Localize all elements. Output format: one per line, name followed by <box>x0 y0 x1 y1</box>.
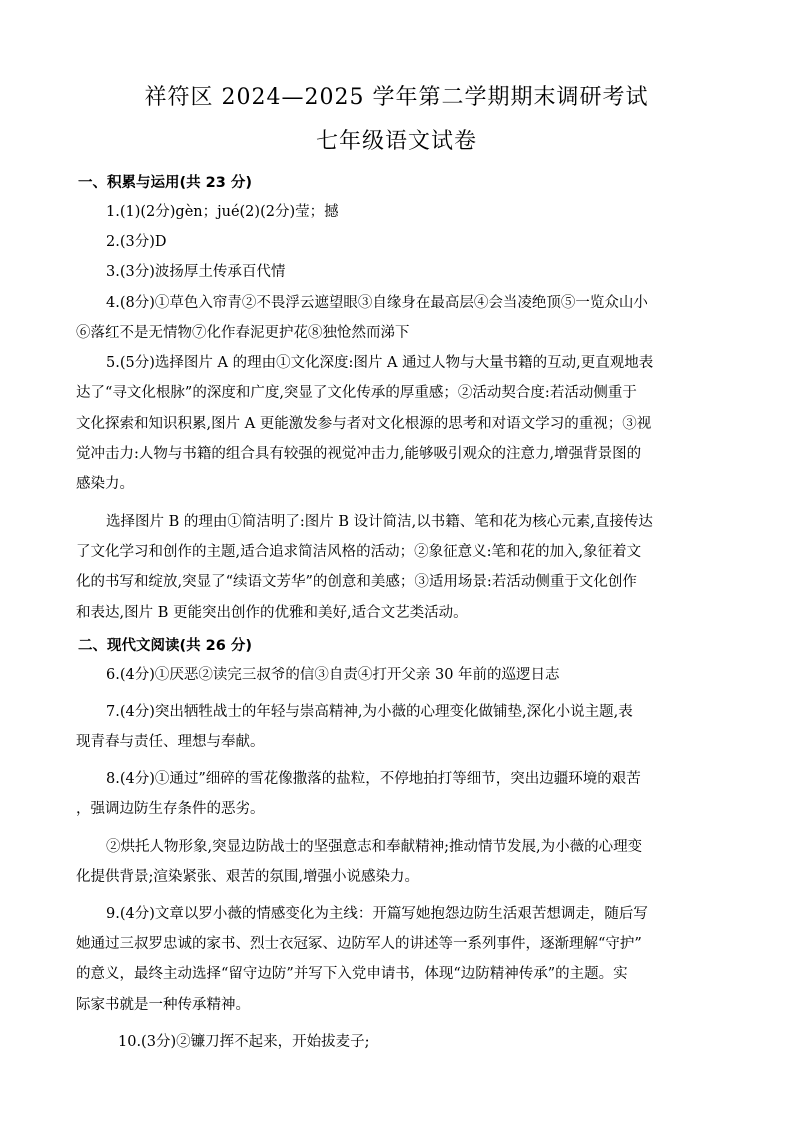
section-heading-2: 二、现代文阅读(共 26 分) <box>78 638 253 654</box>
answer-line-q7-cont: 现青春与责任、理想与奉献。 <box>76 734 265 750</box>
answer-line-q8: 8.(4分)①通过”细碎的雪花像撒落的盐粒，不停地拍打等细节，突出边疆环境的艰苦 <box>106 771 641 787</box>
answer-line-q8-b-cont: 化提供背景;渲染紧张、艰苦的氛围,增强小说感染力。 <box>76 869 419 885</box>
answer-line-q5-cont: 觉冲击力:人物与书籍的组合具有较强的视觉冲击力,能够吸引观众的注意力,增强背景图的 <box>76 446 642 462</box>
answer-text: 1.(1)(2分)gèn；jué(2)(2分)莹；撼 <box>106 204 339 220</box>
answer-line-q5-b-cont: 了文化学习和创作的主题,适合追求简洁风格的活动；②象征意义:笔和花的加入,象征着文 <box>76 544 642 560</box>
answer-line-q8-b: ②烘托人物形象,突显边防战士的坚强意志和奉献精神;推动情节发展,为小薇的心理变 <box>106 839 643 855</box>
answer-line-q7: 7.(4分)突出牺牲战士的年轻与崇高精神,为小薇的心理变化做铺垫,深化小说主题,表 <box>106 704 633 720</box>
answer-line-q5-b-cont: 化的书写和绽放,突显了“续语文芳华”的创意和美感；③适用场景:若活动侧重于文化创作 <box>76 574 637 590</box>
answer-line-q5: 5.(5分)选择图片 A 的理由①文化深度:图片 A 通过人物与大量书籍的互动,更直观地表 <box>106 355 654 371</box>
answer-line-q10: 10.(3分)②镰刀挥不起来，开始拔麦子; <box>118 1034 370 1050</box>
answer-line-q9-cont: 她通过三叔罗忠诚的家书、烈士衣冠冢、边防军人的讲述等一系列事件，逐渐理解“守护” <box>76 936 642 952</box>
answer-line-q3: 3.(3分)波扬厚土传承百代情 <box>106 264 286 280</box>
section-heading-1: 一、积累与运用(共 23 分) <box>78 175 253 191</box>
answer-line-q5-b: 选择图片 B 的理由①简洁明了:图片 B 设计简洁,以书籍、笔和花为核心元素,直接传达 <box>106 514 653 530</box>
answer-line-q1 <box>106 203 756 221</box>
answer-line-q8-cont: ，强调边防生存条件的恶劣。 <box>76 801 265 817</box>
answer-line-q9-cont: 际家书就是一种传承精神。 <box>76 997 250 1013</box>
answer-line-q6: 6.(4分)①厌恶②读完三叔爷的信③自责④打开父亲 30 年前的巡逻日志 <box>106 667 560 683</box>
answer-line-q5-cont: 感染力。 <box>76 476 134 492</box>
answer-line-q9-cont: 的意义，最终主动选择“留守边防”并写下入党申请书，体现“边防精神传承”的主题。实 <box>76 966 628 982</box>
answer-line-q5-cont: 达了“寻文化根脉”的深度和广度,突显了文化传承的厚重感；②活动契合度:若活动侧重于 <box>76 385 637 401</box>
document-subtitle: 七年级语文试卷 <box>315 129 477 154</box>
answer-line-q2: 2.(3分)D <box>106 234 167 250</box>
answer-line-q9: 9.(4分)文章以罗小薇的情感变化为主线：开篇写她抱怨边防生活艰苦想调走，随后写 <box>106 906 648 922</box>
answer-line-q4-cont: ⑥落红不是无情物⑦化作春泥更护花⑧独怆然而涕下 <box>76 325 410 341</box>
answer-line-q4: 4.(8分)①草色入帘青②不畏浮云遮望眼③自缘身在最高层④会当凌绝顶⑤一览众山小 <box>106 295 648 311</box>
answer-line-q5-b-cont: 和表达,图片 B 更能突出创作的优雅和美好,适合文艺类活动。 <box>76 605 468 621</box>
document-title: 祥符区 2024—2025 学年第二学期期末调研考试 <box>144 85 649 110</box>
answer-line-q5-cont: 文化探索和知识积累,图片 A 更能激发参与者对文化根源的思考和对语文学习的重视；③视 <box>76 416 652 432</box>
